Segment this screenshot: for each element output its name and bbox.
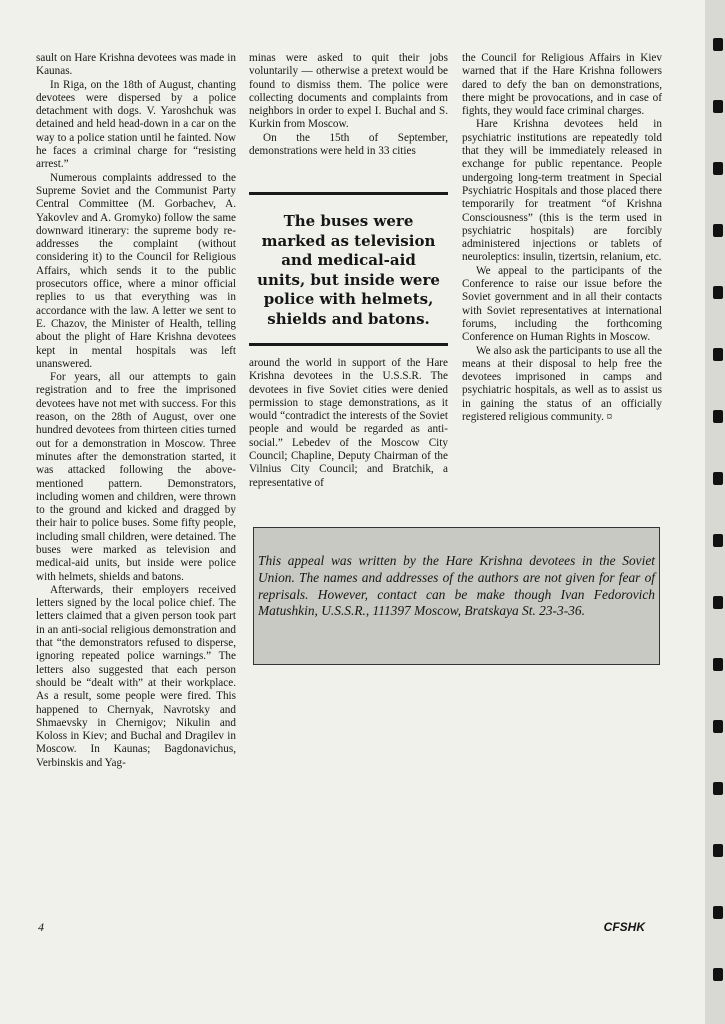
paragraph: We also ask the participants to use all the means at their disposal to help free the devotees imprisoned in camps and psychiatric hospitals, as well as to assist us in gaining the status of an officially registered religious community. ¤ [462, 344, 662, 424]
binding-hole [713, 720, 723, 733]
binding-hole [713, 658, 723, 671]
binding-hole [713, 162, 723, 175]
paragraph: Afterwards, their employers received letters signed by the local police chief. The letters claimed that a given person took part in an anti-social religious demonstration and that “the demonstrators refused to disperse, ignoring repeated police warnings.” The letters also suggested that each person should be “dealt with” at their workplace. As a result, some people were fired. This happened to Chernyak, Navrotsky and Shmaevsky in Chernigov; Nikulin and Koloss in Kiev; and Buchal and Dragilev in Moscow. In Kaunas; Bagdonavichus, Verbinskis and Yag- [36, 583, 236, 769]
binding-hole [713, 100, 723, 113]
text-column-3 [462, 52, 662, 424]
publisher-mark: CFSHK [603, 920, 645, 934]
paragraph: In Riga, on the 18th of August, chanting devotees were dispersed by a police detachment with dogs. V. Yaroshchuk was detained and held head-down in a car on the way to a police station until he fainted. Now he faces a criminal charge for “resisting arrest.” [36, 78, 236, 171]
binding-hole [713, 224, 723, 237]
binding-hole [713, 38, 723, 51]
paragraph: Hare Krishna devotees held in psychiatric institutions are repeatedly told that they will be immediately released in exchange for public repentance. People undergoing long-term treatment in Special Psychiatric Hospitals and those placed there temporarily for treatment “of Krishna Consciousness” (this is the term used in psychiatric hospitals) are forcibly administered injections or tablets of neuroleptics: insulin, tizertsin, relanium, etc. [462, 118, 662, 264]
paragraph: sault on Hare Krishna devotees was made in Kaunas. [36, 52, 236, 78]
binding-hole [713, 286, 723, 299]
spiral-binding [705, 0, 725, 1024]
author-note-box [253, 527, 660, 665]
binding-hole [713, 472, 723, 485]
text-column-2-bottom [249, 357, 448, 490]
paragraph: the Council for Religious Affairs in Kiev warned that if the Hare Krishna followers dared to defy the ban on demonstrations, there might be provocations, and in case of fights, they would face criminal charges. [462, 52, 662, 118]
binding-hole [713, 906, 723, 919]
binding-hole [713, 596, 723, 609]
binding-hole [713, 534, 723, 547]
text-column-1 [36, 52, 236, 770]
binding-hole [713, 782, 723, 795]
paragraph: We appeal to the participants of the Conference to raise our issue before the Soviet government and in all their contacts with Soviet representatives at international forums, including the forthcoming Conference on Human Rights in Moscow. [462, 264, 662, 344]
pull-quote [249, 192, 448, 346]
binding-hole [713, 844, 723, 857]
paragraph: minas were asked to quit their jobs voluntarily — otherwise a pretext would be found to dismiss them. The police were collecting documents and complaints from neighbors in order to expel I. Buchal and S. Kurkin from Moscow. [249, 52, 448, 131]
page-number: 4 [38, 920, 44, 934]
paragraph: On the 15th of September, demonstrations were held in 33 cities [249, 131, 448, 158]
binding-hole [713, 348, 723, 361]
paragraph: For years, all our attempts to gain registration and to free the imprisoned devotees have not met with success. For this reason, on the 28th of August, over one hundred devotees from thirteen cities turned out for a demonstration in Moscow. Three minutes after the demonstration started, it was attacked following the above-mentioned pattern. Demonstrators, including women and children, were thrown to the ground and kicked and dragged by their hair to police buses. Some fifty people, including small children, were detained. The buses were marked as television and medical-aid units, but inside were police with helmets, shields and batons. [36, 371, 236, 583]
text-column-2-top [249, 52, 448, 158]
pull-quote-text: The buses were marked as television and medical-aid units, but inside were police with helmets, shields and batons. [257, 212, 440, 328]
author-note-text: This appeal was written by the Hare Krishna devotees in the Soviet Union. The names and addresses of the authors are not given for fear of reprisals. However, contact can be make though Ivan Fedorovich Matushkin, U.S.S.R., 111397 Moscow, Bratskaya St. 23-3-36. [258, 553, 655, 619]
binding-hole [713, 968, 723, 981]
paragraph: Numerous complaints addressed to the Supreme Soviet and the Communist Party Central Committee (M. Gorbachev, A. Yakovlev and A. Gromyko) follow the same downward itinerary: the supreme body re-addresses the complaint (without considering it) to the Council for Religious Affairs, which sends it to the public prosecutors office, where a minor official replies to us that everything was in accordance with the law. A letter we sent to E. Chazov, the Minister of Health, telling about the plight of Hare Krishna devotees kept in mental hospitals was left unanswered. [36, 171, 236, 370]
binding-hole [713, 410, 723, 423]
paragraph: around the world in support of the Hare Krishna devotees in the U.S.S.R. The devotees in five Soviet cities were denied permission to stage demonstrations, as it would “contradict the interests of the Soviet people and would be regarded as anti-social.” Lebedev of the Moscow City Council; Chapline, Deputy Chairman of the Vilnius City Council; and Bratchik, a representative of [249, 357, 448, 489]
